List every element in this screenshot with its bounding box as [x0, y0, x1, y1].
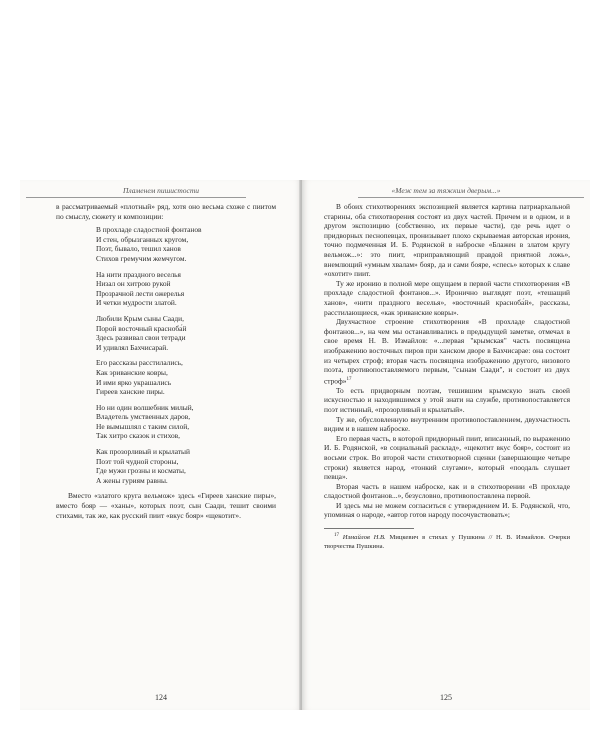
footnote-rule — [324, 528, 414, 529]
poem-line: Владетель умственных даров, — [96, 412, 191, 422]
poem-line: В прохладе сладостной фонтанов — [96, 225, 202, 235]
poem-line: И ими ярко украшались — [96, 377, 172, 387]
poem-line: Его рассказы расстилались, — [96, 358, 183, 368]
left-running-rule — [26, 197, 246, 198]
poem-stanza-3 — [96, 314, 276, 352]
left-running-head: Пламенем пишистости — [122, 186, 200, 195]
right-paragraph: Ту же иронию в полной мере ощущаем в первой части стихотворения «В прохладе сладостной фонтанов...». Иронично выглядят поэт, «тешащий ханов», «нити праздного веселья», «восточный красноба́й», рассказы, расстилающиеся, «как эриванские ковры». — [324, 278, 570, 317]
poem-line: Порой восточный красноба́й — [96, 323, 187, 333]
poem-line: На нити праздного веселья — [96, 269, 181, 279]
poem-line: И четки мудрости златой. — [96, 298, 177, 308]
poem-line: И удивлял Бахчисарай. — [96, 342, 169, 352]
poem-stanza-5 — [96, 403, 276, 441]
footnote-number: 17 — [334, 533, 339, 539]
right-running-rule — [358, 197, 584, 198]
poem-line: Поэт той чудной стороны, — [96, 456, 179, 466]
right-page — [302, 180, 590, 710]
right-paragraph: Его первая часть, в которой придворный пиит, вписанный, по выражению И. Б. Родянской, «в социальный расклад», «щекотит вкус бояр», состоит из восьми строк. Во второй части стихотворной сценки (завершающие четыре строки) является народ, «тонкий слугами», который «поодаль слушает певца». — [324, 433, 570, 482]
poem-line: Стихов гремучим жемчугом. — [96, 253, 187, 263]
poem-stanza-1 — [96, 225, 276, 263]
poem-line: Не вымышлял с таким силой, — [96, 421, 190, 431]
poem-stanza-2 — [96, 270, 276, 308]
poem — [96, 225, 276, 485]
right-paragraph: И здесь мы не можем согласиться с утверждением И. Б. Родянской, что, упоминая о народе, «автор готов народу посочувствовать»; — [324, 500, 570, 520]
right-text-column — [324, 202, 570, 551]
poem-line: А жены гуриям равны. — [96, 475, 168, 485]
poem-line: Здесь развивал свои тетради — [96, 333, 186, 343]
poem-line: Как прозорливый и крылатый — [96, 447, 190, 457]
right-paragraph: Вторая часть в нашем наброске, как и в стихотворении «В прохладе сладостной фонтанов...», безусловно, противопоставлена первой. — [324, 481, 570, 501]
footnote-reference: 17 — [346, 376, 352, 382]
poem-line: Но ни один волшебник милый, — [96, 402, 194, 412]
poem-line: Поэт, бывало, тешил ханов — [96, 244, 181, 254]
right-paragraph: Ту же, обусловленную внутренним противопоставлением, двухчастность видим и в нашем наброске. — [324, 414, 570, 434]
right-paragraph: В обоих стихотворениях экспозицией является картина патриархальной старины, оба стихотворения состоят из двух частей. Причем и в одном, и в другом экспозицию (собственно, их первые части), где речь идет о придворных песнопевцах, пронизывает плохо скрываемая авторская ирония, точно подмеченная И. Б. Родянской в наброске «Блажен в златом кругу вельмож...»: это пиит, «приправляющий правдой приятной ложь», внемлющий «умным хвалам» бояр, да и сами бояре, «спесь» которых к славе «охотит» пиит. — [324, 202, 570, 279]
footnote — [324, 532, 570, 551]
right-paragraph-text: Двухчастное строение стихотворения «В прохладе сладостной фонтанов...», на чем мы останавливались в предыдущей заметке, отмечал в свое время Н. В. Измайлов: «...первая "крымская" часть посвящена изображению восточных пиров при ханском дворе в Бахчисарае: она состоит из четырех строф; вторая часть посвящена изображению другого, низового поэта, противопоставляемого первым, "сынам Саади", и состоит из двух строф» — [324, 317, 570, 386]
right-paragraph: То есть придворным поэтам, тешившим крымскую знать своей искусностью и находившимся у этой знати на службе, противопоставляется поэт истинный, «прозорливый и крылатый». — [324, 385, 570, 414]
poem-line: Любили Крым сыны Саади, — [96, 313, 184, 323]
right-page-number: 125 — [440, 693, 452, 702]
poem-stanza-4 — [96, 358, 276, 396]
footnote-author: Измайлов Н.В. — [342, 534, 386, 542]
poem-line: Где мужи грозны и косматы, — [96, 466, 186, 476]
left-text-column — [56, 202, 276, 520]
poem-line: И стен, обрызганных кругом, — [96, 234, 189, 244]
footnote-text: Мицкевич в стихах у Пушкина // Н. В. Измайлов. Очерки творчества Пушкина. — [324, 534, 570, 550]
poem-line: Прозрачной лести ожерелья — [96, 288, 185, 298]
right-paragraph — [324, 317, 570, 386]
poem-line: Как эриванские ковры, — [96, 367, 168, 377]
poem-stanza-6 — [96, 447, 276, 485]
poem-line: Гиреев ханские пиры. — [96, 387, 165, 397]
left-page-number: 124 — [155, 693, 167, 702]
poem-line: Так хитро сказок и стихов, — [96, 431, 181, 441]
left-paragraph-1: в рассматриваемый «плотный» ряд, хотя оно весьма схоже с пиитом по смыслу, сюжету и композиции: — [56, 202, 276, 221]
left-page — [20, 180, 302, 710]
poem-line: Низал он хитрою рукой — [96, 279, 171, 289]
right-running-head: «Меж тем за тяжким дверым...» — [391, 186, 501, 195]
left-paragraph-2: Вместо «златого круга вельмож» здесь «Гиреев ханские пиры», вместо бояр — «ханы», которых поэт, сын Саади, тешит своими стихами, так же, как русский пиит «вкус бояр» «щекотит». — [56, 491, 276, 520]
